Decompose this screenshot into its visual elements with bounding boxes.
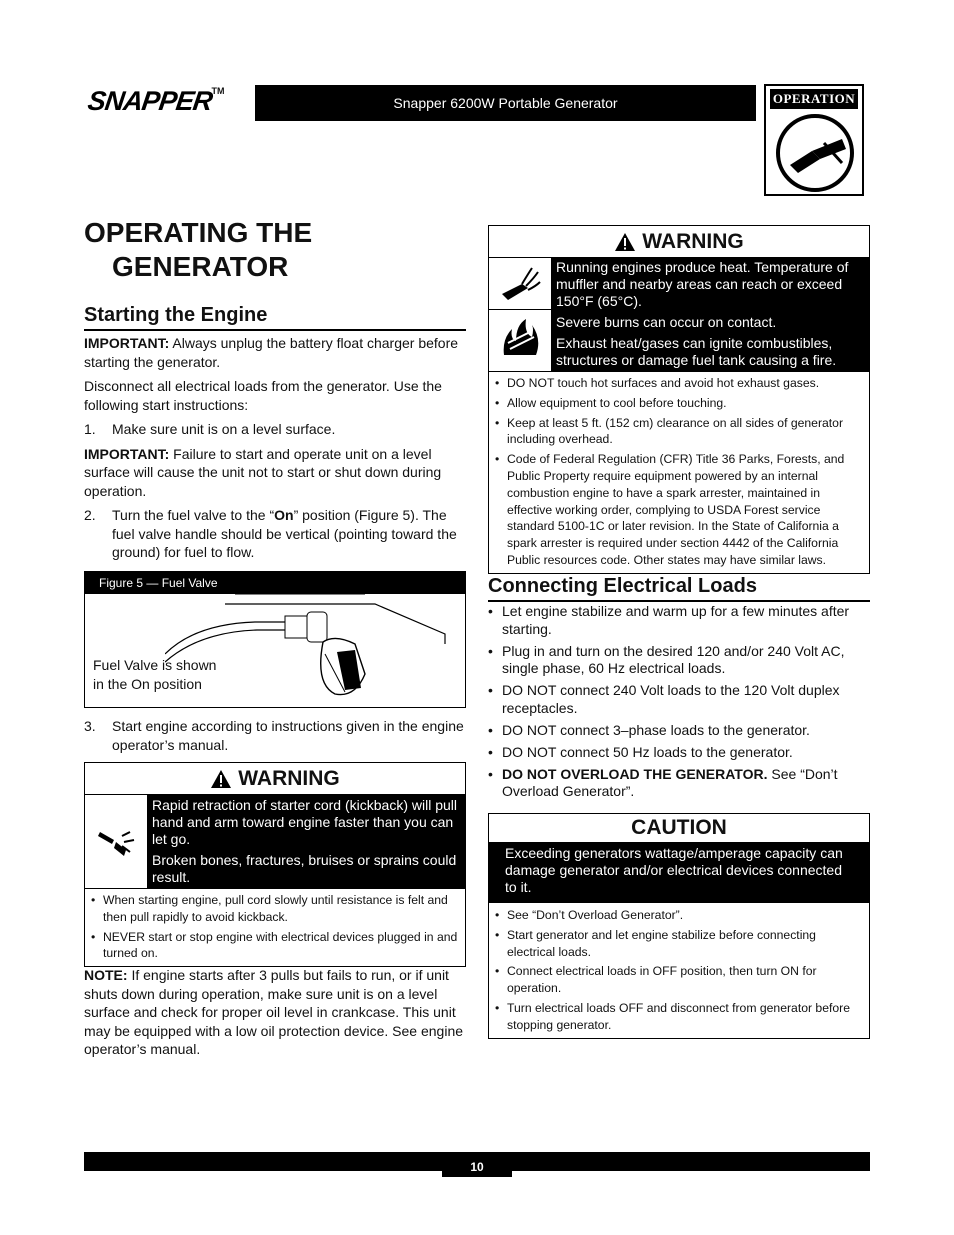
step-text	[112, 506, 466, 562]
caution-title-text: CAUTION	[631, 816, 727, 839]
snapper-logo	[85, 86, 253, 118]
caption-line1: Fuel Valve is shown	[93, 657, 217, 673]
hazard-icons	[489, 258, 552, 371]
step2-pre: Turn the fuel valve to the “	[112, 507, 275, 523]
load-text: Plug in and turn on the desired 120 and/or 240 Volt AC, single phase, 60 Hz electrical loads.	[502, 642, 845, 676]
page-title-line2: GENERATOR	[112, 251, 289, 282]
bullet-text: NEVER start or stop engine with electrical devices plugged in and turned on.	[103, 929, 458, 961]
trademark-mark: TM	[211, 86, 225, 96]
step-number: 3.	[84, 718, 96, 734]
brand-name: SNAPPER	[85, 86, 214, 116]
caution-title	[489, 814, 869, 842]
step-text: Make sure unit is on a level surface.	[112, 421, 336, 437]
step-text: Start engine according to instructions given in the engine operator’s manual.	[112, 718, 464, 753]
load-text: DO NOT connect 50 Hz loads to the generator.	[502, 743, 793, 760]
warning-text	[552, 258, 869, 371]
note-label: NOTE:	[84, 967, 128, 983]
bullet-text: Code of Federal Regulation (CFR) Title 36 Parks, Forests, and Public Property require equipment powered by an internal combustion engine to have a spark arrester, maintained in effective working order, complying to USDA Forest service standard 5100-1C or later revision. In the State of California a spark arrester is required under section 4442 of the California Public resources code. Other states may have similar laws.	[507, 452, 845, 567]
warning-text-1: Rapid retraction of starter cord (kickback) will pull hand and arm toward engine faster than you can let go.	[152, 797, 457, 847]
kickback-bullets	[85, 888, 465, 966]
header-title-bar	[255, 85, 756, 121]
overload-bold: DO NOT OVERLOAD THE GENERATOR.	[502, 765, 768, 782]
list-item: • DO NOT OVERLOAD THE GENERATOR. See “Don’t Overload Generator”.	[484, 766, 870, 801]
warning-title	[489, 226, 869, 257]
bullet-text: Allow equipment to cool before touching.	[507, 395, 727, 410]
manual-title: Snapper 6200W Portable Generator	[393, 95, 618, 111]
list-item: • When starting engine, pull cord slowly until resistance is felt and then pull rapidly to avoid kickback.	[89, 892, 461, 926]
step-number: 2.	[84, 507, 96, 523]
warning-text-1: Running engines produce heat. Temperature of muffler and nearby areas can reach or exceed 150°F (65°C).	[556, 259, 849, 309]
list-item: • Plug in and turn on the desired 120 and/or 240 Volt AC, single phase, 60 Hz electrical loads.	[484, 643, 870, 678]
step-2	[84, 506, 466, 562]
heat-warning-box	[488, 225, 870, 574]
list-item: • Allow equipment to cool before touching.	[495, 395, 727, 410]
bullet-text: Turn electrical loads OFF and disconnect from generator before stopping generator.	[507, 1000, 850, 1032]
bullet-text: Keep at least 5 ft. (152 cm) clearance on all sides of generator including overhead.	[507, 415, 844, 447]
warning-title-text: WARNING	[238, 766, 340, 790]
warning-triangle-icon	[614, 232, 636, 252]
list-item: • DO NOT connect 3–phase loads to the generator.	[488, 721, 810, 738]
list-item: • Keep at least 5 ft. (152 cm) clearance on all sides of generator including overhead.	[493, 415, 865, 449]
figure-5-fuel-valve	[84, 571, 466, 708]
overload-rest: See “Don’t Overload Generator”.	[502, 765, 838, 799]
important-label: IMPORTANT:	[84, 335, 170, 351]
load-text	[502, 766, 870, 801]
load-text: DO NOT connect 240 Volt loads to the 120 Volt duplex receptacles.	[502, 682, 840, 716]
list-item: • DO NOT connect 240 Volt loads to the 120 Volt duplex receptacles.	[484, 682, 870, 717]
heat-bullets	[489, 371, 869, 573]
warning-text-2: Broken bones, fractures, bruises or sprains could result.	[152, 852, 457, 885]
starting-engine-content	[84, 334, 466, 562]
step2-post: ” position (Figure 5). The fuel valve handle should be vertical (pointing toward the ground) for fuel to flow.	[112, 507, 457, 560]
kickback-warning-box	[84, 762, 466, 967]
operation-section-badge	[764, 84, 864, 196]
warning-hazard-row	[489, 257, 869, 371]
caption-line2: in the On position	[93, 676, 202, 692]
list-item: • Code of Federal Regulation (CFR) Title 36 Parks, Forests, and Public Property require equipment powered by an internal combustion engine to have a spark arrester, maintained in effective working order, complying to USDA Forest service standard 5100-1C or later revision. In the State of California a spark arrester is required under section 4442 of the California Public resources code. Other states may have similar laws.	[493, 451, 865, 569]
important-text: Always unplug the battery float charger before starting the generator.	[84, 335, 459, 370]
important-level-surface	[84, 445, 466, 501]
operation-icon	[772, 113, 858, 193]
figure-title: Figure 5 — Fuel Valve	[85, 572, 465, 594]
bullet-text: When starting engine, pull cord slowly until resistance is felt and then pull rapidly to avoid kickback.	[103, 893, 448, 924]
hot-surface-icon	[489, 258, 551, 310]
page-number: 10	[442, 1152, 512, 1177]
warning-triangle-icon	[210, 769, 232, 789]
bullet-text: DO NOT touch hot surfaces and avoid hot exhaust gases.	[507, 376, 820, 390]
important-unplug	[84, 334, 466, 371]
warning-title-text: WARNING	[642, 229, 744, 253]
load-text: DO NOT connect 3–phase loads to the generator.	[502, 721, 810, 738]
list-item: • Let engine stabilize and warm up for a few minutes after starting.	[484, 603, 870, 638]
bullet-text: See “Don’t Overload Generator”.	[507, 908, 684, 922]
page-title	[84, 216, 464, 284]
list-item: • Turn electrical loads OFF and disconnect from generator before stopping generator.	[493, 1000, 865, 1034]
on-label: On	[274, 507, 294, 523]
connecting-loads-heading: Connecting Electrical Loads	[488, 575, 870, 602]
important-label: IMPORTANT:	[84, 445, 170, 462]
list-item: • NEVER start or stop engine with electrical devices plugged in and turned on.	[89, 929, 461, 963]
warning-text-2: Severe burns can occur on contact.	[556, 314, 777, 330]
list-item: • DO NOT touch hot surfaces and avoid hot exhaust gases.	[495, 376, 820, 390]
step-3	[84, 717, 466, 754]
step-number: 1.	[84, 421, 96, 437]
note-paragraph	[84, 966, 466, 1059]
important-text: Failure to start and operate unit on a level surface will cause the unit not to start or shut down during operation.	[84, 445, 442, 499]
figure-caption	[93, 656, 216, 694]
connecting-loads-list	[484, 603, 870, 805]
warning-hazard-row	[85, 794, 465, 888]
step-1	[84, 420, 466, 439]
caution-text: Exceeding generators wattage/amperage capacity can damage generator and/or electrical devices connected to it.	[489, 842, 869, 902]
list-item: • DO NOT connect 50 Hz loads to the generator.	[488, 743, 793, 760]
list-item: • See “Don’t Overload Generator”.	[495, 908, 684, 922]
caution-bullets	[489, 902, 869, 1038]
bullet-text: Connect electrical loads in OFF position, then turn ON for operation.	[507, 964, 817, 996]
caution-box	[488, 813, 870, 1039]
warning-text	[148, 795, 465, 888]
bullet-text: Start generator and let engine stabilize before connecting electrical loads.	[507, 927, 816, 959]
warning-title	[85, 763, 465, 794]
list-item: • Connect electrical loads in OFF position, then turn ON for operation.	[493, 963, 865, 997]
note-text: If engine starts after 3 pulls but fails to run, or if unit shuts down during operation, make sure unit is on a level surface and check for proper oil level in crankcase. This unit may be equipped with a low oil protection device. See engine operator’s manual.	[84, 967, 464, 1057]
fire-icon	[489, 310, 551, 364]
load-text: Let engine stabilize and warm up for a few minutes after starting.	[502, 603, 850, 637]
list-item: • Start generator and let engine stabilize before connecting electrical loads.	[493, 927, 865, 961]
disconnect-paragraph: Disconnect all electrical loads from the generator. Use the following start instructions:	[84, 378, 442, 413]
kickback-hazard-icon	[85, 795, 148, 888]
starting-engine-heading: Starting the Engine	[84, 304, 466, 331]
page-title-line1: OPERATING THE	[84, 217, 313, 248]
warning-text-3: Exhaust heat/gases can ignite combustibles, structures or damage fuel tank causing a fire.	[556, 335, 837, 368]
operation-label: OPERATION	[770, 89, 858, 109]
